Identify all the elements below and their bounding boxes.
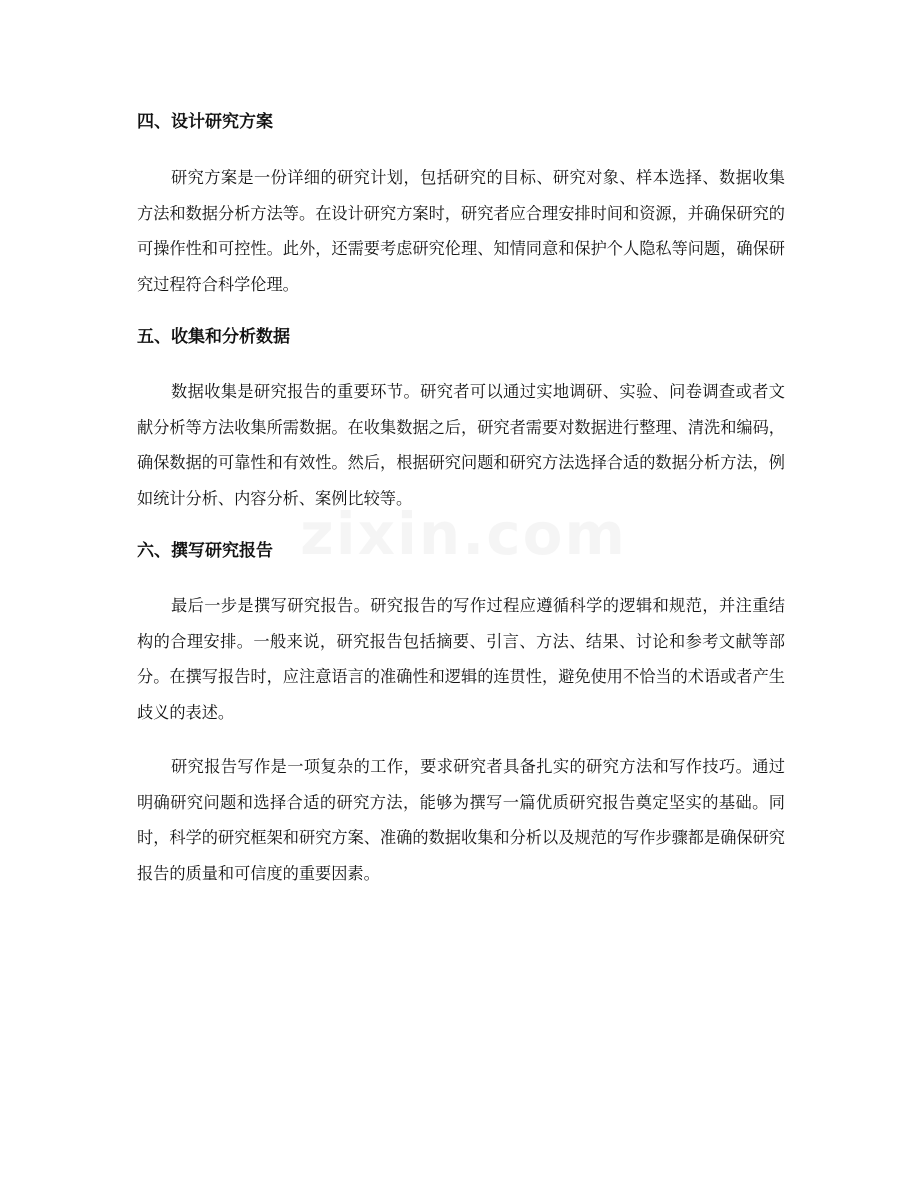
section-paragraph-5: 数据收集是研究报告的重要环节。研究者可以通过实地调研、实验、问卷调查或者文献分析等方法收集所需数据。在收集数据之后，研究者需要对数据进行整理、清洗和编码，确保数据的可靠性和有效性。然后，根据研究问题和研究方法选择合适的数据分析方法，例如统计分析、内容分析、案例比较等。 — [137, 382, 785, 508]
section-paragraph-4: 研究方案是一份详细的研究计划，包括研究的目标、研究对象、样本选择、数据收集方法和数据分析方法等。在设计研究方案时，研究者应合理安排时间和资源，并确保研究的可操作性和可控性。此外，还需要考虑研究伦理、知情同意和保护个人隐私等问题，确保研究过程符合科学伦理。 — [137, 168, 785, 294]
section-heading-4: 四、设计研究方案 — [137, 112, 273, 132]
section-paragraph-6: 最后一步是撰写研究报告。研究报告的写作过程应遵循科学的逻辑和规范，并注重结构的合理安排。一般来说，研究报告包括摘要、引言、方法、结果、讨论和参考文献等部分。在撰写报告时，应注意语言的准确性和逻辑的连贯性，避免使用不恰当的术语或者产生歧义的表述。 — [137, 596, 785, 722]
section-heading-5: 五、收集和分析数据 — [137, 327, 290, 347]
document-body — [137, 104, 785, 891]
section-heading-6: 六、撰写研究报告 — [137, 541, 273, 561]
conclusion-paragraph: 研究报告写作是一项复杂的工作，要求研究者具备扎实的研究方法和写作技巧。通过明确研究问题和选择合适的研究方法，能够为撰写一篇优质研究报告奠定坚实的基础。同时，科学的研究框架和研究方案、准确的数据收集和分析以及规范的写作步骤都是确保研究报告的质量和可信度的重要因素。 — [137, 757, 785, 883]
